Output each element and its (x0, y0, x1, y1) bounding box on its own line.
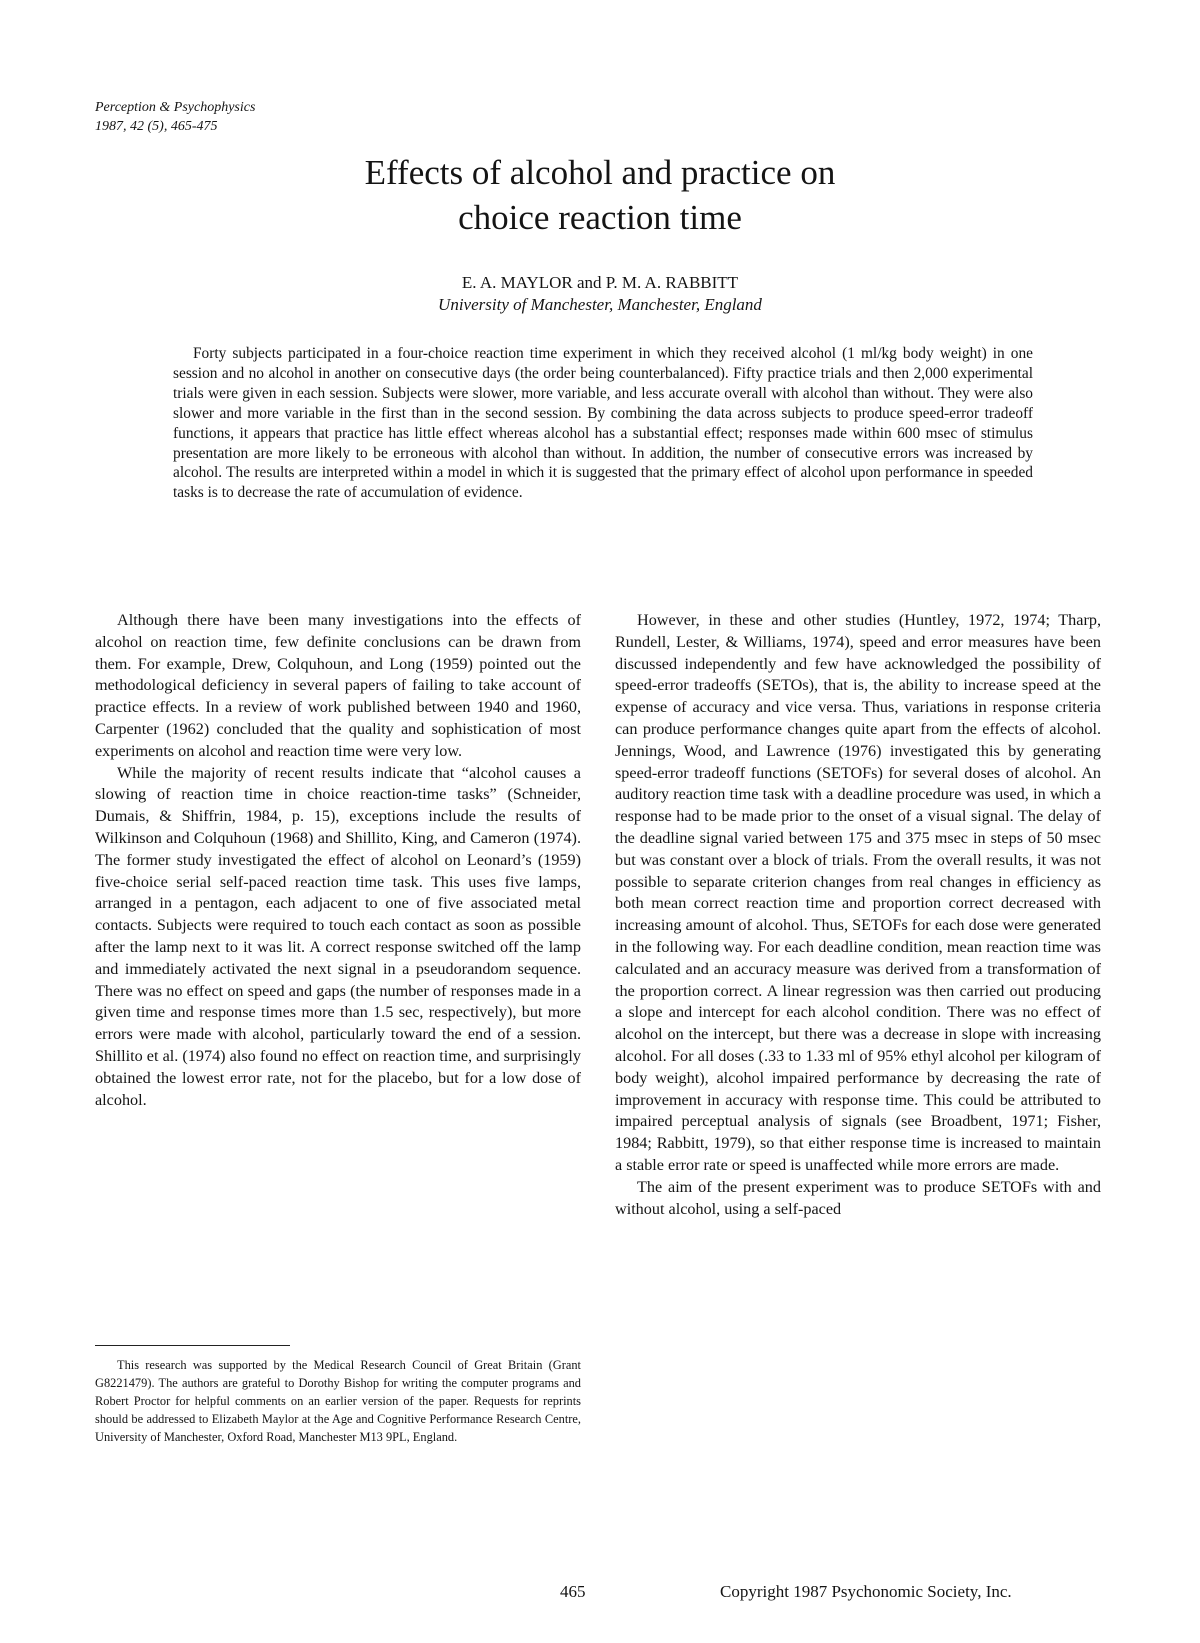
title-line: Effects of alcohol and practice on (364, 153, 836, 192)
body-paragraph: Although there have been many investigations into the effects of alcohol on reaction time, few definite conclusions can be drawn from them. For example, Drew, Colquhoun, and Long (1959) pointed out the methodological deficiency in several papers of failing to take account of practice effects. In a review of work published between 1940 and 1960, Carpenter (1962) concluded that the quality and sophistication of most experiments on alcohol and reaction time were very low. (95, 611, 581, 760)
author-affiliation: University of Manchester, Manchester, England (438, 295, 762, 314)
journal-name: Perception & Psychophysics (95, 100, 256, 115)
copyright-notice: Copyright 1987 Psychonomic Society, Inc. (720, 1582, 1012, 1601)
body-column-right (615, 610, 1101, 1220)
paper-title (150, 150, 1050, 240)
body-paragraph: While the majority of recent results indicate that “alcohol causes a slowing of reaction time in choice reaction-time tasks” (Schneider, Dumais, & Shiffrin, 1984, p. 15), exceptions include the results of Wilkinson and Colquhoun (1968) and Shillito, King, and Cameron (1974). The former study investigated the effect of alcohol on Leonard’s (1959) five-choice serial self-paced reaction time task. This uses five lamps, arranged in a pentagon, each adjacent to one of five associated metal contacts. Subjects were required to touch each contact as soon as possible after the lamp next to it was lit. A correct response switched off the lamp and immediately activated the next signal in a pseudorandom sequence. There was no effect on speed and gaps (the number of responses made in a given time and response times more than 1.5 sec, respectively), but more errors were made with alcohol, particularly toward the end of a session. Shillito et al. (1974) also found no effect on reaction time, and surprisingly obtained the lowest error rate, not for the placebo, but for a low dose of alcohol. (95, 763, 581, 1109)
page-number: 465 (560, 1582, 586, 1601)
footnote-divider (95, 1345, 290, 1346)
journal-issue: 1987, 42 (5), 465-475 (95, 119, 218, 134)
author-list: E. A. MAYLOR and P. M. A. RABBITT (461, 273, 739, 292)
footnote: This research was supported by the Medical Research Council of Great Britain (Grant G8221479). The authors are grateful to Dorothy Bishop for writing the computer programs and Robert Proctor for helpful comments on an earlier version of the paper. Requests for reprints should be addressed to Elizabeth Maylor at the Age and Cognitive Performance Research Centre, University of Manchester, Oxford Road, Manchester M13 9PL, England. (95, 1358, 581, 1444)
body-paragraph: However, in these and other studies (Huntley, 1972, 1974; Tharp, Rundell, Lester, & Williams, 1974), speed and error measures have been discussed independently and few have acknowledged the possibility of speed-error tradeoffs (SETOs), that is, the ability to increase speed at the expense of accuracy and vice versa. Thus, variations in response criteria can produce performance changes quite apart from the effects of alcohol. Jennings, Wood, and Lawrence (1976) investigated this by generating speed-error tradeoff functions (SETOFs) for several doses of alcohol. An auditory reaction time task with a deadline procedure was used, in which a response had to be made prior to the onset of a visual signal. The delay of the deadline signal varied between 175 and 375 msec in steps of 50 msec but was constant over a block of trials. From the overall results, it was not possible to separate criterion changes from real changes in efficiency as both mean correct reaction time and proportion correct decreased with increasing amount of alcohol. Thus, SETOFs for each dose were generated in the following way. For each deadline condition, mean reaction time was calculated and an accuracy measure was derived from a transformation of the proportion correct. A linear regression was then carried out producing a slope and intercept for each alcohol condition. There was no effect of alcohol on the intercept, but there was a decrease in slope with increasing alcohol. For all doses (.33 to 1.33 ml of 95% ethyl alcohol per kilogram of body weight), alcohol impaired performance by decreasing the rate of improvement in accuracy with response time. This could be attributed to impaired perceptual analysis of signals (see Broadbent, 1971; Fisher, 1984; Rabbitt, 1979), so that either response time is increased to maintain a stable error rate or speed is unaffected while more errors are made. (615, 611, 1101, 1174)
body-column-left (95, 610, 581, 1111)
body-paragraph: The aim of the present experiment was to produce SETOFs with and without alcohol, using a self-paced (615, 1177, 1101, 1218)
journal-citation (95, 98, 255, 136)
abstract: Forty subjects participated in a four-choice reaction time experiment in which they received alcohol (1 ml/kg body weight) in one session and no alcohol in another on consecutive days (the order being counterbalanced). Fifty practice trials and then 2,000 experimental trials were given in each session. Subjects were slower, more variable, and less accurate overall with alcohol than without. They were also slower and more variable in the first than in the second session. By combining the data across subjects to produce speed-error tradeoff functions, it appears that practice has little effect whereas alcohol has a substantial effect; responses made within 600 msec of stimulus presentation are more likely to be erroneous with alcohol than without. In addition, the number of consecutive errors was increased by alcohol. The results are interpreted within a model in which it is suggested that the primary effect of alcohol upon performance in speeded tasks is to decrease the rate of accumulation of evidence. (173, 345, 1033, 502)
title-line: choice reaction time (458, 198, 742, 237)
